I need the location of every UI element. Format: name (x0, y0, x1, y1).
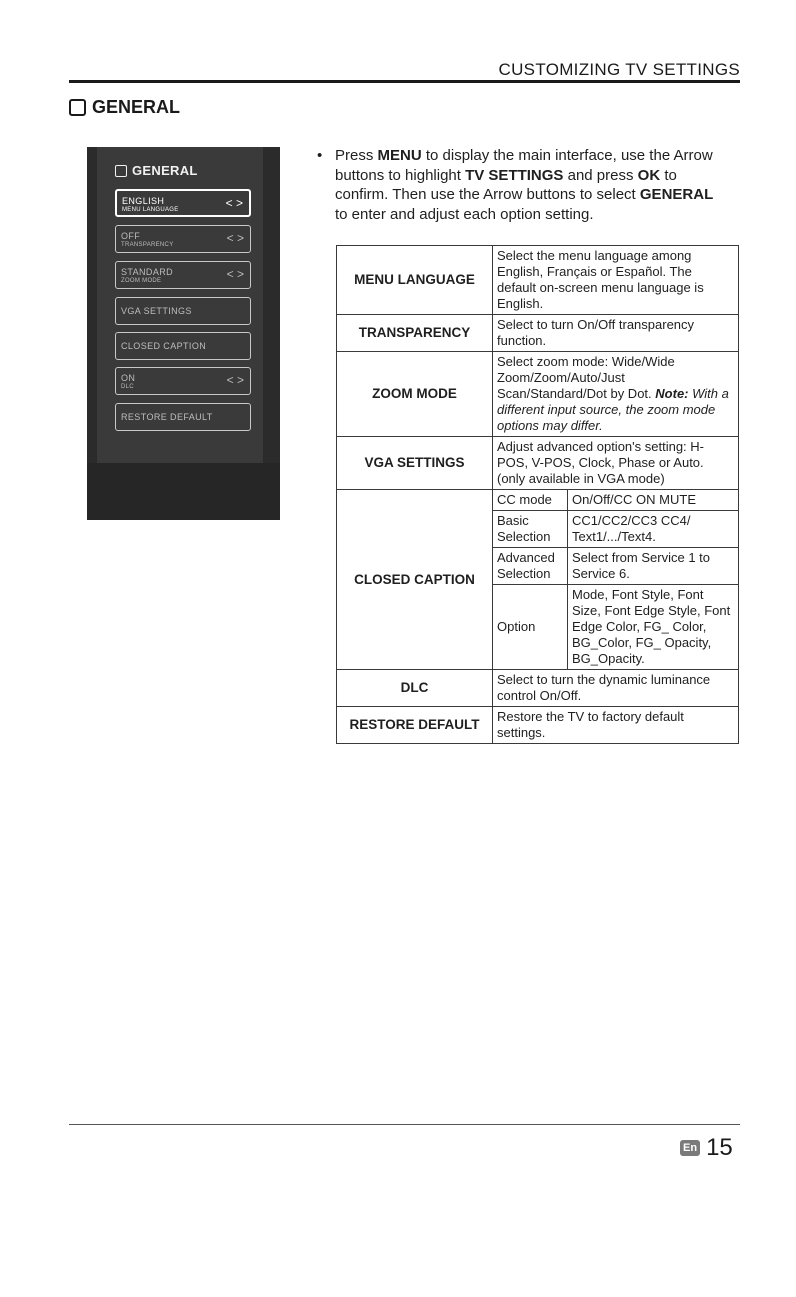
row-label: CLOSED CAPTION (337, 490, 493, 670)
cc-option-value: Mode, Font Style, Font Size, Font Edge Style, Font Edge Color, FG_ Color, BG_Color, FG_ Opacity, BG_Opacity. (568, 585, 739, 670)
row-description: Restore the TV to factory default settings. (493, 707, 739, 744)
tv-menu-item-dlc[interactable]: ON DLC < > (115, 367, 251, 395)
cc-option-name: Advanced Selection (493, 548, 568, 585)
tv-menu-screenshot (87, 147, 280, 520)
table-row-vga-settings (337, 437, 739, 490)
tv-menu-item-closed-caption[interactable]: CLOSED CAPTION (115, 332, 251, 360)
page-number-value: 15 (706, 1134, 733, 1161)
page-number (680, 1134, 733, 1162)
tv-menu-bottom-area (87, 463, 280, 520)
row-label: ZOOM MODE (337, 352, 493, 437)
intro-text: Press MENU to display the main interface, use the Arrow buttons to highlight TV SETTINGS and press OK to confirm. Then use the Arrow buttons to select GENERAL to enter and adjust each option setting. (335, 147, 714, 223)
table-row-zoom-mode (337, 352, 739, 437)
cc-option-name: CC mode (493, 490, 568, 511)
row-description: Select to turn On/Off transparency function. (493, 315, 739, 352)
checkbox-square-icon (115, 165, 127, 177)
row-description: Select to turn the dynamic luminance control On/Off. (493, 670, 739, 707)
left-right-arrows-icon: < > (226, 231, 244, 245)
general-settings-table (336, 245, 739, 744)
tv-menu-item-vga-settings[interactable]: VGA SETTINGS (115, 297, 251, 325)
tv-menu-item-menu-language[interactable]: ENGLISH MENU LANGUAGE < > (115, 189, 251, 217)
page-header-title: CUSTOMIZING TV SETTINGS (498, 60, 740, 79)
row-label: RESTORE DEFAULT (337, 707, 493, 744)
footer-rule (69, 1124, 740, 1125)
table-row-restore-default (337, 707, 739, 744)
row-description: Adjust advanced option's setting: H-POS, V-POS, Clock, Phase or Auto. (only available in VGA mode) (493, 437, 739, 490)
table-row-dlc (337, 670, 739, 707)
checkbox-square-icon (69, 99, 86, 116)
zoom-note: Note: With a different input source, the zoom mode options may differ. (497, 386, 729, 433)
row-label: DLC (337, 670, 493, 707)
row-label: TRANSPARENCY (337, 315, 493, 352)
tv-menu-item-restore-default[interactable]: RESTORE DEFAULT (115, 403, 251, 431)
row-description: Select zoom mode: Wide/Wide Zoom/Zoom/Auto/Just Scan/Standard/Dot by Dot. Note: With a different input source, the zoom mode options may differ. (493, 352, 739, 437)
section-title: GENERAL (92, 97, 181, 117)
cc-option-value: Select from Service 1 to Service 6. (568, 548, 739, 585)
cc-option-name: Option (493, 585, 568, 670)
section-heading (69, 97, 180, 118)
cc-option-value: On/Off/CC ON MUTE (568, 490, 739, 511)
language-badge: En (680, 1140, 700, 1156)
table-row-menu-language (337, 246, 739, 315)
left-right-arrows-icon: < > (226, 373, 244, 387)
tv-menu-item-zoom-mode[interactable]: STANDARD ZOOM MODE < > (115, 261, 251, 289)
row-label: MENU LANGUAGE (337, 246, 493, 315)
left-right-arrows-icon: < > (225, 196, 243, 210)
row-label: VGA SETTINGS (337, 437, 493, 490)
tv-menu-title: GENERAL (115, 163, 198, 178)
table-row-transparency (337, 315, 739, 352)
left-right-arrows-icon: < > (226, 267, 244, 281)
cc-option-value: CC1/CC2/CC3 CC4/ Text1/.../Text4. (568, 511, 739, 548)
cc-option-name: Basic Selection (493, 511, 568, 548)
header-rule (69, 80, 740, 83)
tv-menu-item-transparency[interactable]: OFF TRANSPARENCY < > (115, 225, 251, 253)
bullet-icon: • (317, 147, 323, 164)
table-row-cc-mode (337, 490, 739, 511)
row-description: Select the menu language among English, Français or Español. The default on-screen menu language is English. (493, 246, 739, 315)
